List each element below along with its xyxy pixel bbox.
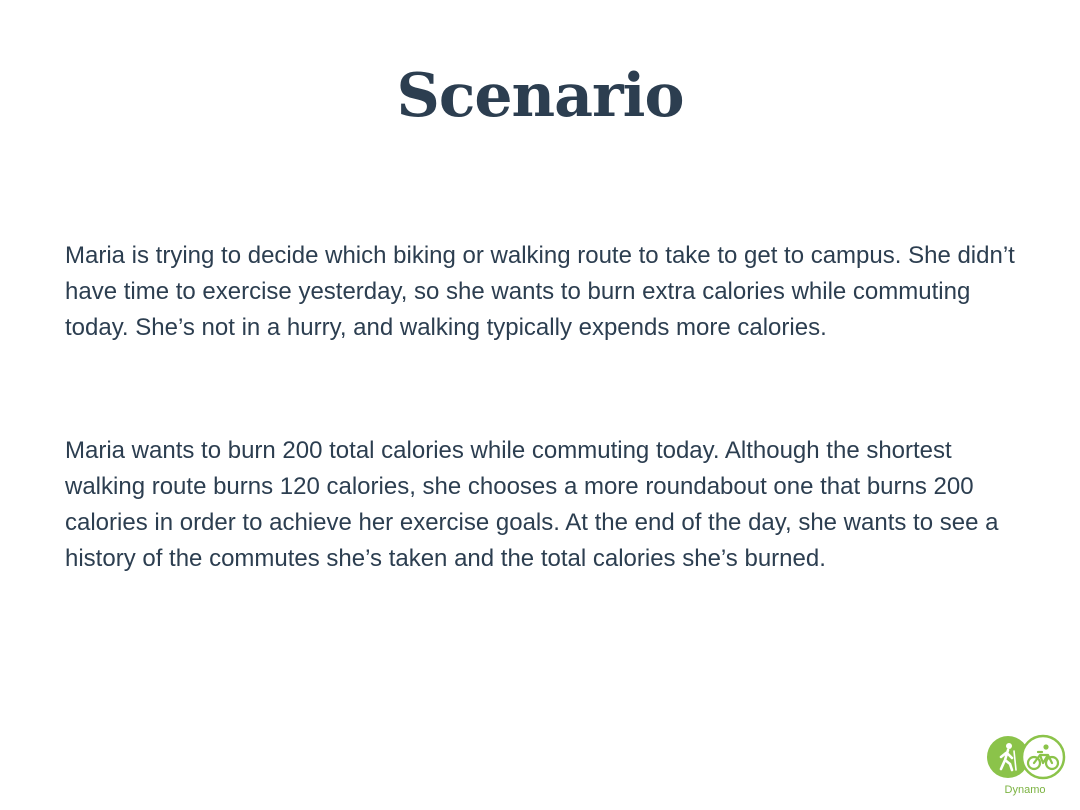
bicycle-icon — [1022, 736, 1064, 778]
logo-caption: Dynamo — [1004, 784, 1046, 796]
logo-graphic — [985, 733, 1069, 789]
slide-title: Scenario — [396, 61, 684, 131]
scenario-paragraph-1: Maria is trying to decide which biking or walking route to take to get to campus. She didn’t have time to exercise yesterday, so she wants to burn extra calories while commuting today. She’s not in a hurry, and walking typically expends more calories. — [65, 242, 1015, 341]
scenario-paragraph-2: Maria wants to burn 200 total calories while commuting today. Although the shortest walking route burns 120 calories, she chooses a more roundabout one that burns 200 calories in order to achieve her exercise goals. At the end of the day, she wants to see a history of the commutes she’s taken and the total calories she’s burned. — [65, 437, 999, 572]
